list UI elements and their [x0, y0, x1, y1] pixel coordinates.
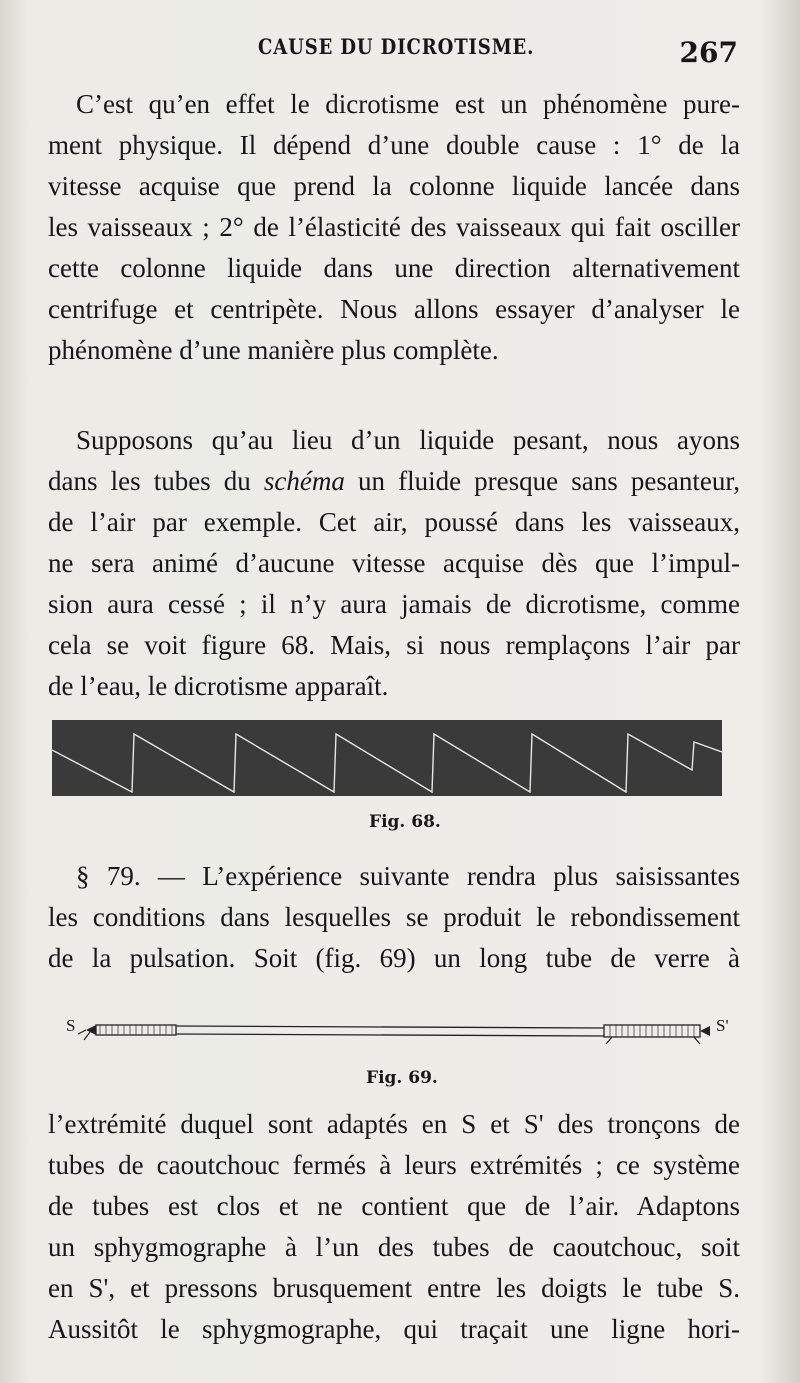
text-line: phénomène d’une manière plus complète. [48, 335, 499, 365]
rubber-tube-right [604, 1025, 710, 1044]
text-line: ne sera animé d’aucune vitesse acquise dès que l’impul- [48, 548, 740, 578]
figure-69-caption: Fig. 69. [366, 1068, 438, 1088]
page-number: 267 [679, 36, 738, 69]
paragraph-4 [48, 1104, 740, 1350]
glass-tube [176, 1026, 604, 1036]
text-fragment: dans les tubes du [48, 466, 264, 496]
text-line: un sphygmographe à l’un des tubes de caoutchouc, soit [48, 1232, 740, 1262]
rubber-tube-left [78, 1025, 176, 1040]
paragraph-3 [48, 856, 740, 979]
italic-word: schéma [263, 466, 345, 496]
text-line: cette colonne liquide dans une direction alternativement [48, 253, 740, 283]
text-line: les conditions dans lesquelles se produit le rebondissement [48, 902, 740, 932]
text-line: de l’eau, le dicrotisme apparaît. [48, 671, 389, 701]
label-s-prime: S' [716, 1016, 729, 1035]
text-line: sion aura cessé ; il n’y aura jamais de dicrotisme, comme [48, 589, 740, 619]
paragraph-1 [48, 84, 740, 371]
figure-69-tube-drawing [64, 1012, 744, 1052]
running-head: CAUSE DU DICROTISME. [258, 34, 535, 59]
text-fragment: un fluide presque sans pesanteur, [344, 466, 740, 496]
text-line: vitesse acquise que prend la colonne liquide lancée dans [48, 171, 740, 201]
text-line: Aussitôt le sphygmographe, qui traçait une ligne hori- [48, 1314, 740, 1344]
text-line: cela se voit figure 68. Mais, si nous remplaçons l’air par [48, 630, 740, 660]
tube-diagram [64, 1012, 744, 1052]
text-line: de tubes est clos et ne contient que de l’air. Adaptons [48, 1191, 740, 1221]
smoked-paper-background [52, 720, 722, 796]
text-line: de la pulsation. Soit (fig. 69) un long tube de verre à [48, 943, 740, 973]
text-line: tubes de caoutchouc fermés à leurs extrémités ; ce système [48, 1150, 740, 1180]
text-line-schema [48, 461, 740, 502]
paragraph-2 [48, 420, 740, 707]
text-line: C’est qu’en effet le dicrotisme est un phénomène pure- [76, 89, 740, 119]
text-line: en S', et pressons brusquement entre les doigts le tube S. [48, 1273, 740, 1303]
label-s: S [66, 1016, 76, 1035]
text-line: ment physique. Il dépend d’une double cause : 1° de la [48, 130, 740, 160]
text-line: l’extrémité duquel sont adaptés en S et S' des tronçons de [48, 1109, 740, 1139]
text-line: centrifuge et centripète. Nous allons essayer d’analyser le [48, 294, 740, 324]
figure-68-caption: Fig. 68. [369, 812, 441, 832]
figure-68-trace [52, 720, 722, 796]
text-line: § 79. — L’expérience suivante rendra plus saisissantes [76, 861, 740, 891]
text-line: de l’air par exemple. Cet air, poussé dans les vaisseaux, [48, 507, 740, 537]
text-line: Supposons qu’au lieu d’un liquide pesant, nous ayons [76, 425, 740, 455]
text-line: les vaisseaux ; 2° de l’élasticité des vaisseaux qui fait osciller [48, 212, 740, 242]
